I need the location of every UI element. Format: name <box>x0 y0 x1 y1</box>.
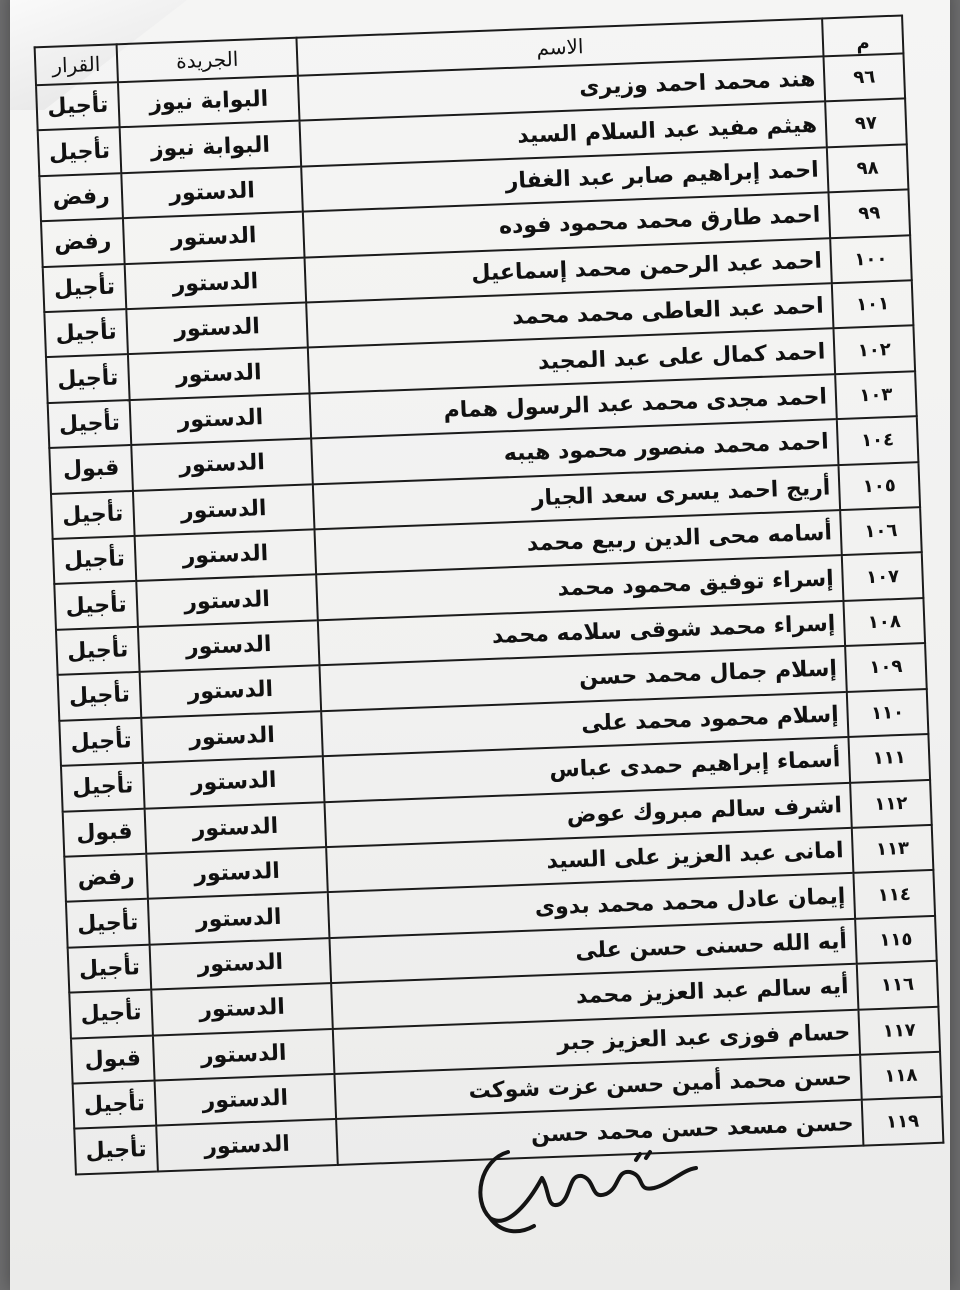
row-newspaper: الدستور <box>141 711 323 763</box>
row-decision: رفض <box>41 218 125 266</box>
row-number: ١٠٥ <box>838 462 920 510</box>
row-decision: تأجيل <box>38 128 122 176</box>
row-name: هند محمد احمد وزيرى <box>298 56 825 121</box>
row-newspaper: الدستور <box>155 1074 337 1126</box>
results-table <box>34 14 945 1175</box>
row-number: ١١٥ <box>855 916 937 964</box>
row-name: إسلام جمال محمد حسن <box>319 646 846 711</box>
row-decision: تأجيل <box>56 627 140 675</box>
row-number: ١٠٣ <box>835 371 917 419</box>
row-decision: تأجيل <box>51 491 135 539</box>
row-newspaper: الدستور <box>126 303 308 355</box>
row-decision: قبول <box>71 1035 155 1083</box>
row-number: ١٠٧ <box>842 553 924 601</box>
row-name: أيه سالم عبد العزيز محمد <box>331 964 858 1029</box>
row-decision: تأجيل <box>54 581 138 629</box>
row-name: احمد عبد الرحمن محمد إسماعيل <box>304 238 831 303</box>
row-number: ١١٢ <box>850 779 932 827</box>
row-newspaper: الدستور <box>146 847 328 899</box>
row-newspaper: الدستور <box>131 439 313 491</box>
row-newspaper: الدستور <box>153 1029 335 1081</box>
row-decision: تأجيل <box>36 82 120 130</box>
row-name: أيه الله حسنى حسن على <box>329 919 856 984</box>
row-decision: تأجيل <box>44 309 128 357</box>
row-decision: تأجيل <box>53 536 137 584</box>
row-name: حسن محمد أمين حسن عزت شوكت <box>334 1055 861 1120</box>
row-newspaper: الدستور <box>150 938 332 990</box>
row-name: حسن مسعد حسن محمد حسن <box>336 1100 863 1165</box>
row-name: أسماء إبراهيم حمدى عباس <box>323 737 850 802</box>
row-decision: تأجيل <box>43 264 127 312</box>
row-name: إيمان عادل محمد محمد بدوى <box>328 873 855 938</box>
row-decision: قبول <box>49 445 133 493</box>
row-newspaper: الدستور <box>143 756 325 808</box>
row-newspaper: البوابة نيوز <box>118 76 300 128</box>
row-newspaper: الدستور <box>151 983 333 1035</box>
row-name: هيثم مفيد عبد السلام السيد <box>300 102 827 167</box>
header-newspaper: الجريدة <box>117 38 298 83</box>
row-number: ٩٩ <box>828 190 910 238</box>
row-number: ١٠٤ <box>837 416 919 464</box>
row-number: ١١٦ <box>857 961 939 1009</box>
row-decision: تأجيل <box>59 718 143 766</box>
row-number: ٩٨ <box>827 144 909 192</box>
row-name: إسراء محمد شوقى سلامه محمد <box>318 601 845 666</box>
row-newspaper: الدستور <box>121 166 303 218</box>
row-decision: تأجيل <box>68 944 152 992</box>
row-newspaper: الدستور <box>145 802 327 854</box>
row-decision: تأجيل <box>61 763 145 811</box>
row-newspaper: الدستور <box>156 1119 338 1171</box>
row-number: ١١٩ <box>862 1097 944 1146</box>
row-number: ٩٧ <box>825 99 907 147</box>
row-decision: تأجيل <box>74 1126 158 1175</box>
row-number: ١١١ <box>848 734 930 782</box>
row-newspaper: الدستور <box>136 575 318 627</box>
row-newspaper: الدستور <box>138 620 320 672</box>
row-decision: تأجيل <box>73 1081 157 1129</box>
row-number: ١٠١ <box>832 280 914 328</box>
row-newspaper: الدستور <box>135 529 317 581</box>
row-name: إسلام محمود محمد على <box>321 692 848 757</box>
row-number: ١١٣ <box>852 825 934 873</box>
row-number: ١٠٢ <box>833 326 915 374</box>
row-decision: تأجيل <box>66 899 150 947</box>
row-decision: رفض <box>39 173 123 221</box>
row-name: أريج احمد يسرى سعد الجيار <box>313 465 840 530</box>
row-newspaper: الدستور <box>125 257 307 309</box>
row-number: ١٠٨ <box>843 598 925 646</box>
paper-sheet <box>10 0 950 1290</box>
row-decision: قبول <box>63 808 147 856</box>
row-number: ١١٧ <box>858 1006 940 1054</box>
row-newspaper: الدستور <box>128 348 310 400</box>
row-newspaper: الدستور <box>123 212 305 264</box>
header-decision: القرار <box>35 44 118 85</box>
row-newspaper: الدستور <box>130 393 312 445</box>
row-name: احمد عبد العاطى محمد محمد <box>306 283 833 348</box>
row-number: ١١٨ <box>860 1052 942 1100</box>
row-decision: تأجيل <box>69 990 153 1038</box>
header-name: الاسم <box>296 18 823 75</box>
row-name: اشرف سالم مبروك عوض <box>324 782 851 847</box>
row-name: امانى عبد العزيز على السيد <box>326 828 853 893</box>
row-newspaper: الدستور <box>148 892 330 944</box>
row-name: احمد كمال على عبد المجيد <box>308 329 835 394</box>
row-name: احمد طارق محمد محمود فوده <box>303 193 830 258</box>
row-number: ١١٤ <box>853 870 935 918</box>
row-decision: رفض <box>64 854 148 902</box>
row-number: ٩٦ <box>823 53 905 101</box>
row-decision: تأجيل <box>48 400 132 448</box>
row-number: ١٠٦ <box>840 507 922 555</box>
row-newspaper: الدستور <box>140 666 322 718</box>
row-number: ١٠٩ <box>845 643 927 691</box>
row-newspaper: البوابة نيوز <box>120 121 302 173</box>
header-number: م <box>822 15 903 56</box>
row-name: احمد مجدى محمد عبد الرسول همام <box>309 374 836 439</box>
row-name: إسراء توفيق محمود محمد <box>316 556 843 621</box>
row-name: احمد إبراهيم صابر عبد الغفار <box>301 147 828 212</box>
row-number: ١١٠ <box>847 689 929 737</box>
row-decision: تأجيل <box>46 355 130 403</box>
row-name: احمد محمد منصور محمود هيبه <box>311 419 838 484</box>
row-number: ١٠٠ <box>830 235 912 283</box>
row-newspaper: الدستور <box>133 484 315 536</box>
row-name: حسام فوزى عبد العزيز جبر <box>333 1009 860 1074</box>
table-wrapper <box>34 14 945 1175</box>
row-name: أسامه محى الدين ربيع محمد <box>314 510 841 575</box>
signature-mark <box>450 1130 710 1240</box>
row-decision: تأجيل <box>58 672 142 720</box>
